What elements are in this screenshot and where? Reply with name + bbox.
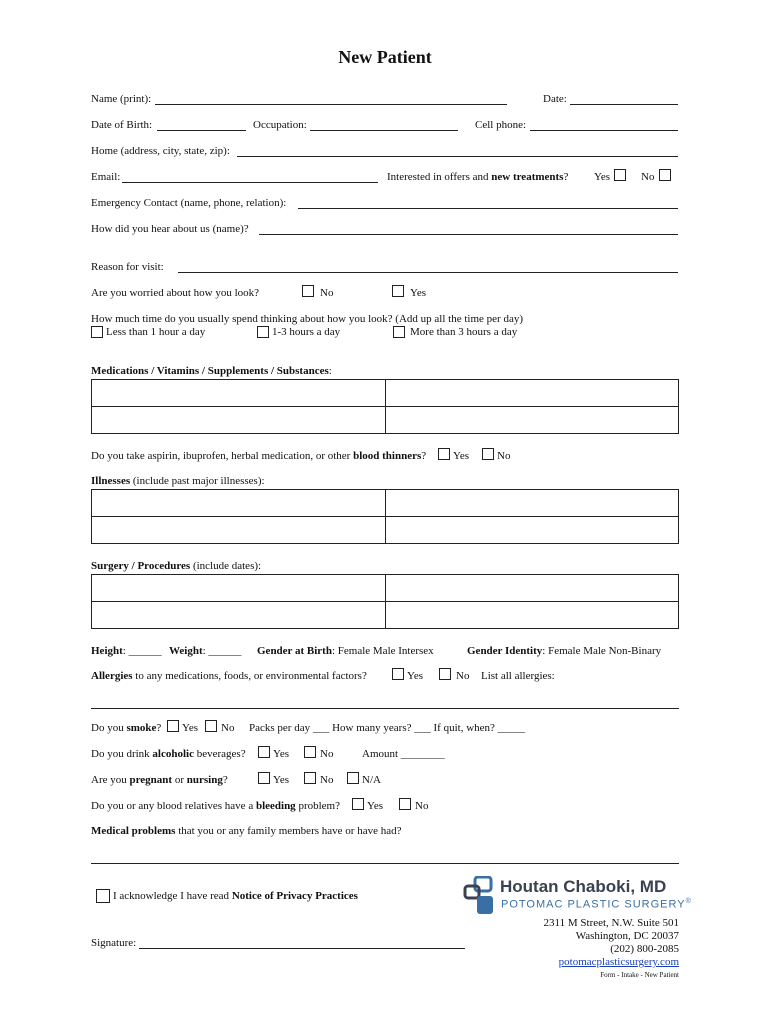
time-more-3-checkbox[interactable]	[393, 326, 405, 338]
bleeding-no-checkbox[interactable]	[399, 798, 411, 810]
illnesses-cell[interactable]	[92, 490, 386, 517]
address-block	[544, 917, 679, 982]
offers-question: Interested in offers and new treatments?	[387, 171, 569, 183]
worried-question: Are you worried about how you look?	[91, 287, 260, 299]
blood-thinners-yes-label: Yes	[453, 450, 470, 462]
page-title: New Patient	[338, 47, 432, 67]
emergency-contact-label: Emergency Contact (name, phone, relation):	[91, 197, 287, 209]
time-1-3-checkbox[interactable]	[257, 326, 269, 338]
pregnant-na-checkbox[interactable]	[347, 772, 359, 784]
allergies-question: Allergies to any medications, foods, or environmental factors?	[91, 670, 367, 682]
time-more-3-label: More than 3 hours a day	[410, 326, 518, 338]
pregnant-no-label: No	[320, 774, 334, 786]
time-less-1-checkbox[interactable]	[91, 326, 103, 338]
medications-cell[interactable]	[385, 407, 679, 434]
date-field[interactable]	[570, 104, 678, 105]
medications-heading: Medications / Vitamins / Supplements / Substances:	[91, 365, 332, 377]
illnesses-cell[interactable]	[92, 517, 386, 544]
address-line-1: 2311 M Street, N.W. Suite 501	[543, 917, 679, 929]
worried-yes-checkbox[interactable]	[392, 285, 404, 297]
dob-field[interactable]	[157, 130, 246, 131]
alcohol-yes-checkbox[interactable]	[258, 746, 270, 758]
surgery-heading: Surgery / Procedures (include dates):	[91, 560, 262, 572]
signature-field[interactable]	[139, 948, 465, 949]
medications-cell[interactable]	[385, 380, 679, 407]
cell-phone-label: Cell phone:	[475, 119, 527, 131]
dob-label: Date of Birth:	[91, 119, 153, 131]
smoke-yes-label: Yes	[182, 722, 199, 734]
name-field[interactable]	[155, 104, 507, 105]
medical-problems-field[interactable]	[91, 863, 679, 864]
illnesses-heading: Illnesses (include past major illnesses):	[91, 475, 265, 487]
time-1-3-label: 1-3 hours a day	[272, 326, 341, 338]
website-link[interactable]: potomacplasticsurgery.com	[558, 956, 679, 968]
reason-field[interactable]	[178, 272, 678, 273]
occupation-label: Occupation:	[253, 119, 307, 131]
surgery-table	[91, 574, 679, 629]
emergency-contact-field[interactable]	[298, 208, 678, 209]
illnesses-cell[interactable]	[385, 490, 679, 517]
name-label: Name (print):	[91, 93, 152, 105]
alcohol-no-label: No	[320, 748, 334, 760]
surgery-cell[interactable]	[92, 575, 386, 602]
worried-no-label: No	[320, 287, 334, 299]
medications-cell[interactable]	[92, 380, 386, 407]
surgery-cell[interactable]	[385, 575, 679, 602]
bleeding-yes-checkbox[interactable]	[352, 798, 364, 810]
email-field[interactable]	[122, 182, 378, 183]
bleeding-yes-label: Yes	[367, 800, 384, 812]
surgery-cell[interactable]	[92, 602, 386, 629]
logo-subtitle: POTOMAC PLASTIC SURGERY®	[501, 898, 692, 911]
medications-cell[interactable]	[92, 407, 386, 434]
offers-no-checkbox[interactable]	[659, 169, 671, 181]
pregnant-no-checkbox[interactable]	[304, 772, 316, 784]
offers-yes-label: Yes	[594, 171, 611, 183]
weight-field[interactable]: Weight: ______	[169, 645, 242, 657]
form-id: Form - Intake - New Patient	[600, 971, 679, 979]
pregnant-yes-checkbox[interactable]	[258, 772, 270, 784]
bleeding-question: Do you or any blood relatives have a bleeding problem?	[91, 800, 340, 812]
illnesses-cell[interactable]	[385, 517, 679, 544]
pregnant-na-label: N/A	[362, 774, 381, 786]
illnesses-table	[91, 489, 679, 544]
allergies-no-checkbox[interactable]	[439, 668, 451, 680]
home-address-label: Home (address, city, state, zip):	[91, 145, 230, 157]
referral-label: How did you hear about us (name)?	[91, 223, 249, 235]
offers-yes-checkbox[interactable]	[614, 169, 626, 181]
gender-at-birth[interactable]: Gender at Birth: Female Male Intersex	[257, 645, 434, 657]
smoke-question: Do you smoke?	[91, 722, 162, 734]
smoke-yes-checkbox[interactable]	[167, 720, 179, 732]
time-question: How much time do you usually spend thinking about how you look? (Add up all the time per day)	[91, 313, 523, 325]
signature-label: Signature:	[91, 937, 137, 949]
medications-table	[91, 379, 679, 434]
reason-label: Reason for visit:	[91, 261, 164, 273]
email-label: Email:	[91, 171, 121, 183]
blood-thinners-question: Do you take aspirin, ibuprofen, herbal medication, or other blood thinners?	[91, 450, 427, 462]
occupation-field[interactable]	[310, 130, 458, 131]
privacy-ack-checkbox[interactable]	[96, 889, 110, 903]
worried-yes-label: Yes	[410, 287, 427, 299]
allergies-list-field[interactable]	[91, 708, 679, 709]
blood-thinners-no-checkbox[interactable]	[482, 448, 494, 460]
gender-identity[interactable]: Gender Identity: Female Male Non-Binary	[467, 645, 662, 657]
address-line-2: Washington, DC 20037	[575, 930, 679, 942]
alcohol-amount-field[interactable]: Amount ________	[362, 748, 445, 760]
logo-mark-icon	[463, 876, 497, 916]
medical-problems-question: Medical problems that you or any family members have or have had?	[91, 825, 402, 837]
alcohol-yes-label: Yes	[273, 748, 290, 760]
time-less-1-label: Less than 1 hour a day	[106, 326, 206, 338]
allergies-no-label: No	[456, 670, 470, 682]
date-label: Date:	[543, 93, 567, 105]
alcohol-no-checkbox[interactable]	[304, 746, 316, 758]
alcohol-question: Do you drink alcoholic beverages?	[91, 748, 246, 760]
privacy-ack-label: I acknowledge I have read Notice of Privacy Practices	[113, 890, 358, 902]
logo-name: Houtan Chaboki, MD	[500, 877, 667, 896]
allergies-yes-label: Yes	[407, 670, 424, 682]
smoke-no-label: No	[221, 722, 235, 734]
referral-field[interactable]	[259, 234, 678, 235]
offers-no-label: No	[641, 171, 655, 183]
smoking-details-field[interactable]: Packs per day ___ How many years? ___ If quit, when? _____	[249, 722, 526, 734]
home-address-field[interactable]	[237, 156, 678, 157]
height-field[interactable]: Height: ______	[91, 645, 162, 657]
smoke-no-checkbox[interactable]	[205, 720, 217, 732]
address-phone: (202) 800-2085	[610, 943, 679, 955]
allergies-yes-checkbox[interactable]	[392, 668, 404, 680]
pregnant-yes-label: Yes	[273, 774, 290, 786]
bleeding-no-label: No	[415, 800, 429, 812]
surgery-cell[interactable]	[385, 602, 679, 629]
pregnant-question: Are you pregnant or nursing?	[91, 774, 228, 786]
worried-no-checkbox[interactable]	[302, 285, 314, 297]
allergies-list-label: List all allergies:	[481, 670, 555, 682]
blood-thinners-no-label: No	[497, 450, 511, 462]
cell-phone-field[interactable]	[530, 130, 678, 131]
blood-thinners-yes-checkbox[interactable]	[438, 448, 450, 460]
